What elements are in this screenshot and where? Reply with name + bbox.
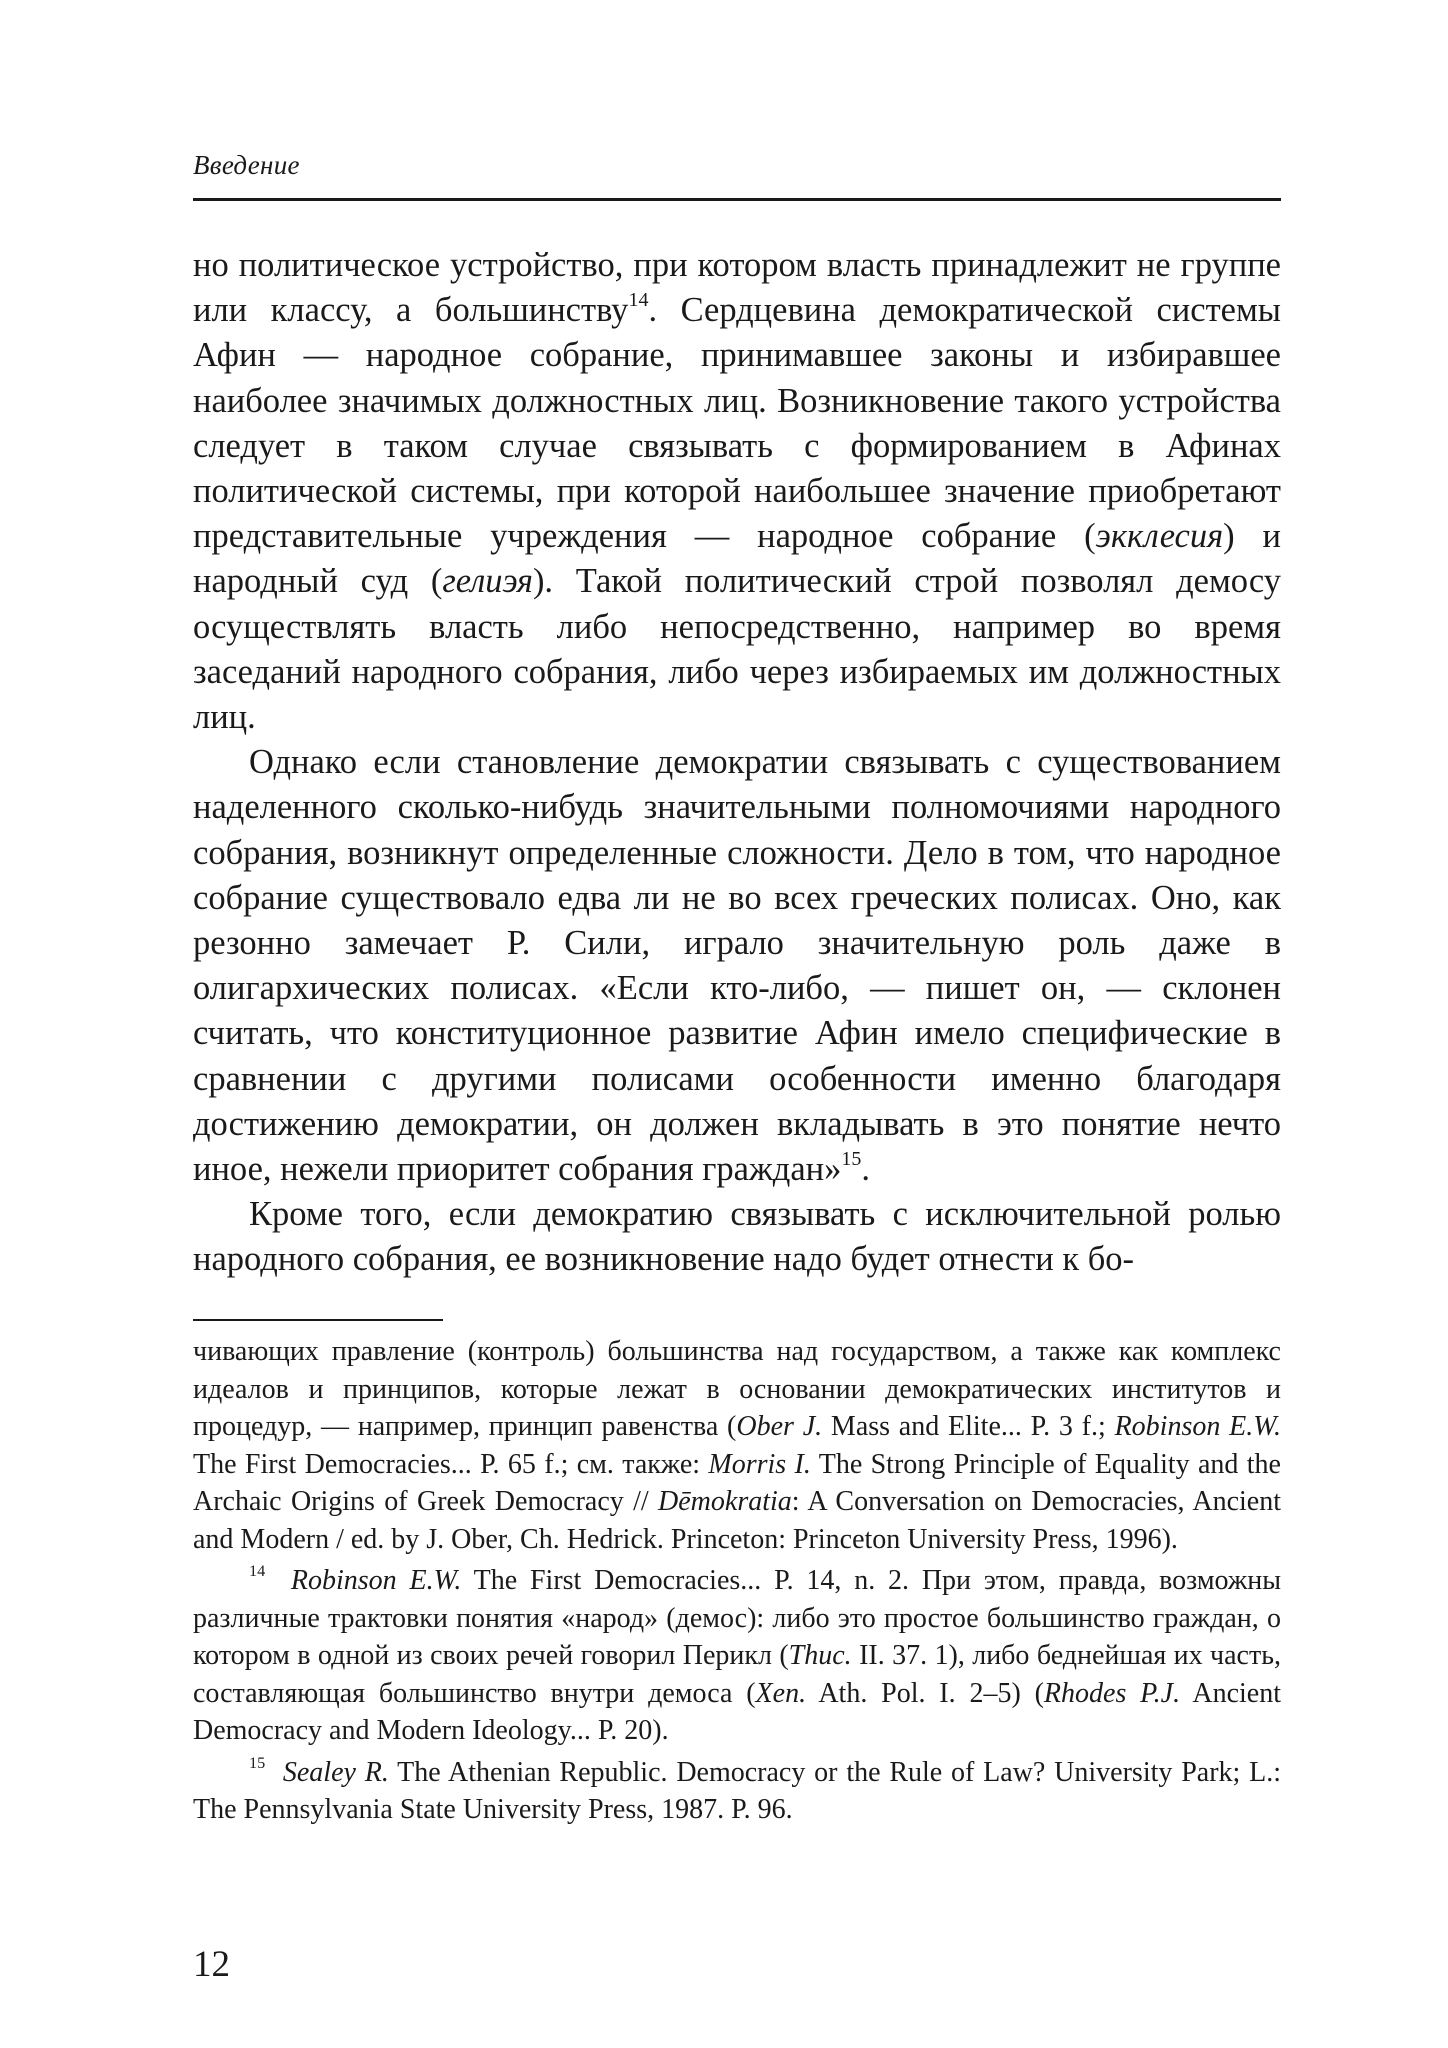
paragraph-2 [193, 740, 1281, 1192]
text: ). Такой политический строй позволял демосу осуществлять власть либо непосредственно, например во время заседаний народного собрания, либо через избираемых им должностных лиц. [193, 562, 1281, 737]
text: II. 37. 1), либо беднейшая их часть, составляющая большинство внутри демоса ( [193, 1640, 1281, 1709]
page-number: 12 [193, 1944, 230, 1985]
text: Ath. Pol. I. 2–5) ( [806, 1677, 1044, 1709]
text: но политическое устройство, при котором власть принадлежит не группе или классу, а большинству [193, 246, 1281, 330]
paragraph-1 [193, 243, 1281, 740]
footnote-number: 14 [249, 1562, 266, 1581]
text: . Сердцевина демократической системы Афин — народное собрание, принимавшее законы и избиравшее наиболее значимых должностных лиц. Возникновение такого устройства следует в таком случае связывать с формированием в Афинах политической системы, при которой наибольшее значение приобретают представительные учреждения — народное собрание ( [193, 291, 1281, 556]
footnote-rule [193, 1319, 443, 1321]
footnote-15 [193, 1754, 1281, 1829]
text: Кроме того, если демократию связывать с исключительной ролью народного собрания, ее возникновение надо будет отнести к бо- [193, 1195, 1281, 1279]
footnote-continuation [193, 1333, 1281, 1558]
italic-author: Rhodes P.J. [1043, 1677, 1181, 1709]
paragraph-3 [193, 1192, 1281, 1282]
text: Ancient Democracy and Modern Ideology... P. 20). [193, 1677, 1281, 1746]
text: Mass and Elite... P. 3 f.; [822, 1411, 1115, 1442]
text: The First Democracies... P. 65 f.; см. также: [193, 1448, 709, 1480]
text: ) и народный суд ( [193, 517, 1281, 601]
footnote-ref-14: 14 [628, 288, 649, 311]
italic-author: Thuc. [788, 1640, 852, 1671]
italic-author: Robinson E.W. [290, 1565, 462, 1596]
text: . [861, 1150, 871, 1189]
body-text [193, 243, 1281, 1283]
footnote-14 [193, 1562, 1281, 1750]
italic-author: Robinson E.W. [1114, 1411, 1281, 1442]
text: The Strong Principle of Equality and the Archaic Origins of Greek Democracy // [193, 1448, 1281, 1517]
italic-author: Ober J. [736, 1411, 823, 1442]
footnotes [193, 1333, 1281, 1833]
text: чивающих правление (контроль) большинства над государством, а также как комплекс идеалов и принципов, которые лежат в основании демократических институтов и процедур, — например, принцип равенства ( [193, 1336, 1281, 1442]
footnote-ref-15: 15 [841, 1147, 862, 1170]
italic-author: Sealey R. [282, 1756, 389, 1788]
italic-author: Xen. [755, 1677, 807, 1709]
text: The First Democracies... P. 14, n. 2. При этом, правда, возможны различные трактовки понятия «народ» (демос): либо это простое большинство граждан, о котором в одной из своих речей говорил Перикл ( [193, 1565, 1282, 1671]
italic-author: Morris I. [708, 1448, 811, 1480]
header-rule [193, 198, 1281, 201]
italic-term: экклесия [1095, 517, 1224, 556]
text: : A Conversation on Democracies, Ancient and Modern / ed. by J. Ober, Ch. Hedrick. Princeton: Princeton University Press, 1996). [193, 1486, 1281, 1555]
footnote-number: 15 [249, 1753, 266, 1772]
running-head: Введение [193, 150, 300, 180]
text: Однако если становление демократии связывать с существованием наделенного сколько-нибудь значительными полномочиями народного собрания, возникнут определенные сложности. Дело в том, что народное собрание существовало едва ли не во всех греческих полисах. Оно, как резонно замечает Р. Сили, играло значительную роль даже в олигархических полисах. «Если кто-либо, — пишет он, — склонен считать, что конституционное развитие Афин имело специфические в сравнении с другими полисами особенности именно благодаря достижению демократии, он должен вкладывать в это понятие нечто иное, нежели приоритет собрания граждан» [193, 743, 1281, 1189]
text: The Athenian Republic. Democracy or the Rule of Law? University Park; L.: The Pennsylvania State University Press, 1987. P. 96. [193, 1756, 1281, 1825]
italic-title: Dēmokratia [658, 1486, 792, 1517]
italic-term: гелиэя [442, 562, 533, 601]
